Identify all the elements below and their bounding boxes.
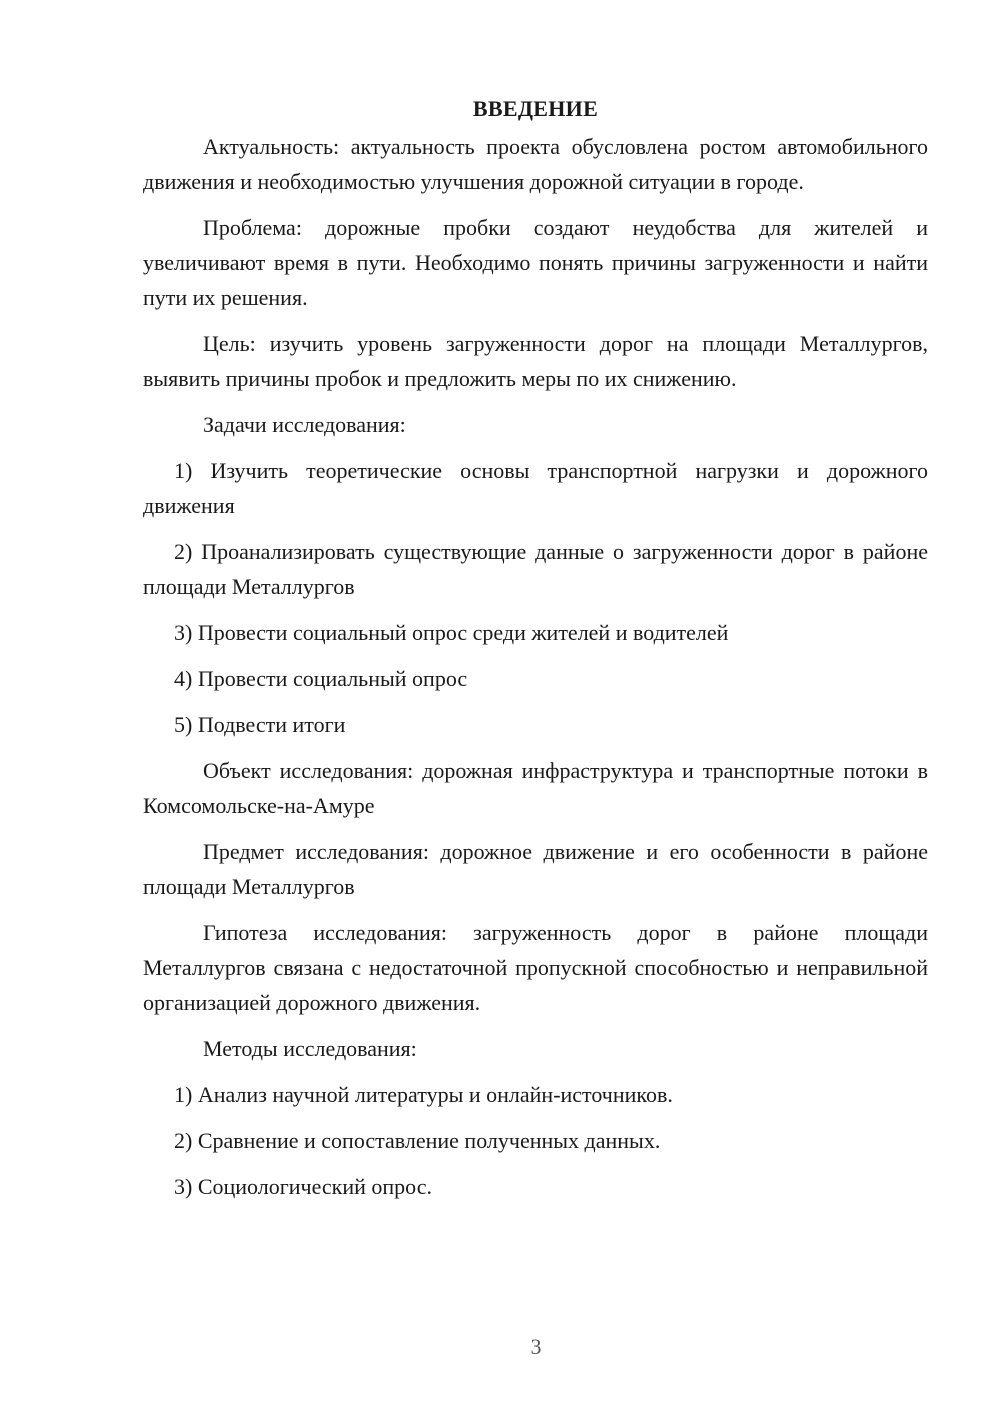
hypothesis-paragraph: Гипотеза исследования: загруженность дорог в районе площади Металлургов связана с недостаточной пропускной способностью и неправильной организацией дорожного движения. <box>143 920 928 1015</box>
problem-paragraph: Проблема: дорожные пробки создают неудобства для жителей и увеличивают время в пути. Необходимо понять причины загруженности и найти пути их решения. <box>143 215 928 310</box>
task-item-3: 3) Провести социальный опрос среди жителей и водителей <box>174 620 729 645</box>
methods-heading: Методы исследования: <box>203 1036 417 1061</box>
task-item-1: 1) Изучить теоретические основы транспортной нагрузки и дорожного движения <box>143 458 928 518</box>
document-page <box>143 92 928 1215</box>
tasks-heading: Задачи исследования: <box>203 412 406 437</box>
goal-paragraph: Цель: изучить уровень загруженности дорог на площади Металлургов, выявить причины пробок и предложить меры по их снижению. <box>143 331 928 391</box>
task-item-4: 4) Провести социальный опрос <box>174 666 468 691</box>
subject-paragraph: Предмет исследования: дорожное движение и его особенности в районе площади Металлургов <box>143 839 928 899</box>
object-paragraph: Объект исследования: дорожная инфраструктура и транспортные потоки в Комсомольске-на-Амуре <box>143 758 928 818</box>
task-item-5: 5) Подвести итоги <box>174 712 346 737</box>
section-title: ВВЕДЕНИЕ <box>472 96 599 121</box>
method-item-1: 1) Анализ научной литературы и онлайн-источников. <box>174 1082 673 1107</box>
method-item-2: 2) Сравнение и сопоставление полученных данных. <box>174 1128 661 1153</box>
page-number: 3 <box>530 1334 542 1359</box>
task-item-2: 2) Проанализировать существующие данные о загруженности дорог в районе площади Металлургов <box>143 539 928 599</box>
relevance-paragraph: Актуальность: актуальность проекта обусловлена ростом автомобильного движения и необходимостью улучшения дорожной ситуации в городе. <box>143 134 928 194</box>
method-item-3: 3) Социологический опрос. <box>174 1174 432 1199</box>
